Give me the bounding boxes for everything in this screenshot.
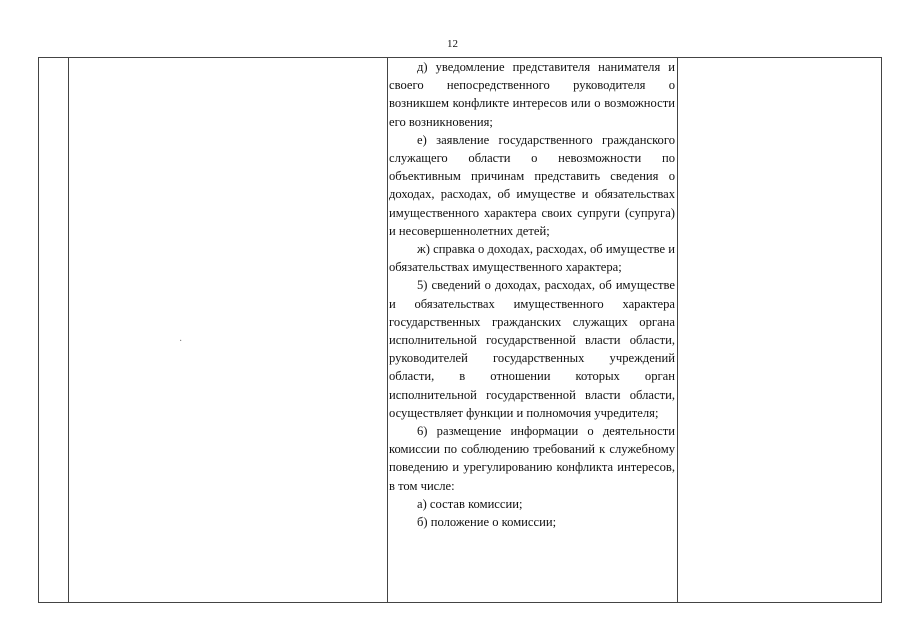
paragraph-zh-income-certificate: ж) справка о доходах, расходах, об имуществе и обязательствах имущественного характера; bbox=[389, 242, 675, 275]
paragraph-5-income-information: 5) сведений о доходах, расходах, об имуществе и обязательствах имущественного характера государственных гражданских служащих органа исполнительной государственной власти области, руководителей государственных учреждений области, в отношении которых орган исполнительной государственной власти области, осуществляет функции и полномочия учредителя; bbox=[389, 278, 675, 420]
column-divider-2 bbox=[387, 58, 388, 602]
paragraph-6-commission-information: 6) размещение информации о деятельности комиссии по соблюдению требований к служебному поведению и урегулированию конфликта интересов, в том числе: bbox=[389, 424, 675, 493]
content-cell bbox=[389, 58, 675, 531]
document-table bbox=[38, 57, 882, 603]
paragraph-e-statement: е) заявление государственного гражданского служащего области о невозможности по объективным причинам представить сведения о доходах, расходах, об имуществе и обязательствах имущественного характера своих супруги (супруга) и несовершеннолетних детей; bbox=[389, 132, 675, 238]
paragraph-b-commission-regulation: б) положение о комиссии; bbox=[417, 515, 557, 530]
paragraph-d-notification: д) уведомление представителя нанимателя и своего непосредственного руководителя о возникшем конфликте интересов или о возможности его возникновения; bbox=[389, 60, 675, 129]
page-number: 12 bbox=[447, 38, 458, 50]
paragraph-a-commission-membership: а) состав комиссии; bbox=[417, 496, 523, 511]
stray-mark: · bbox=[179, 336, 183, 347]
column-divider-3 bbox=[677, 58, 678, 602]
column-divider-1 bbox=[68, 58, 69, 602]
